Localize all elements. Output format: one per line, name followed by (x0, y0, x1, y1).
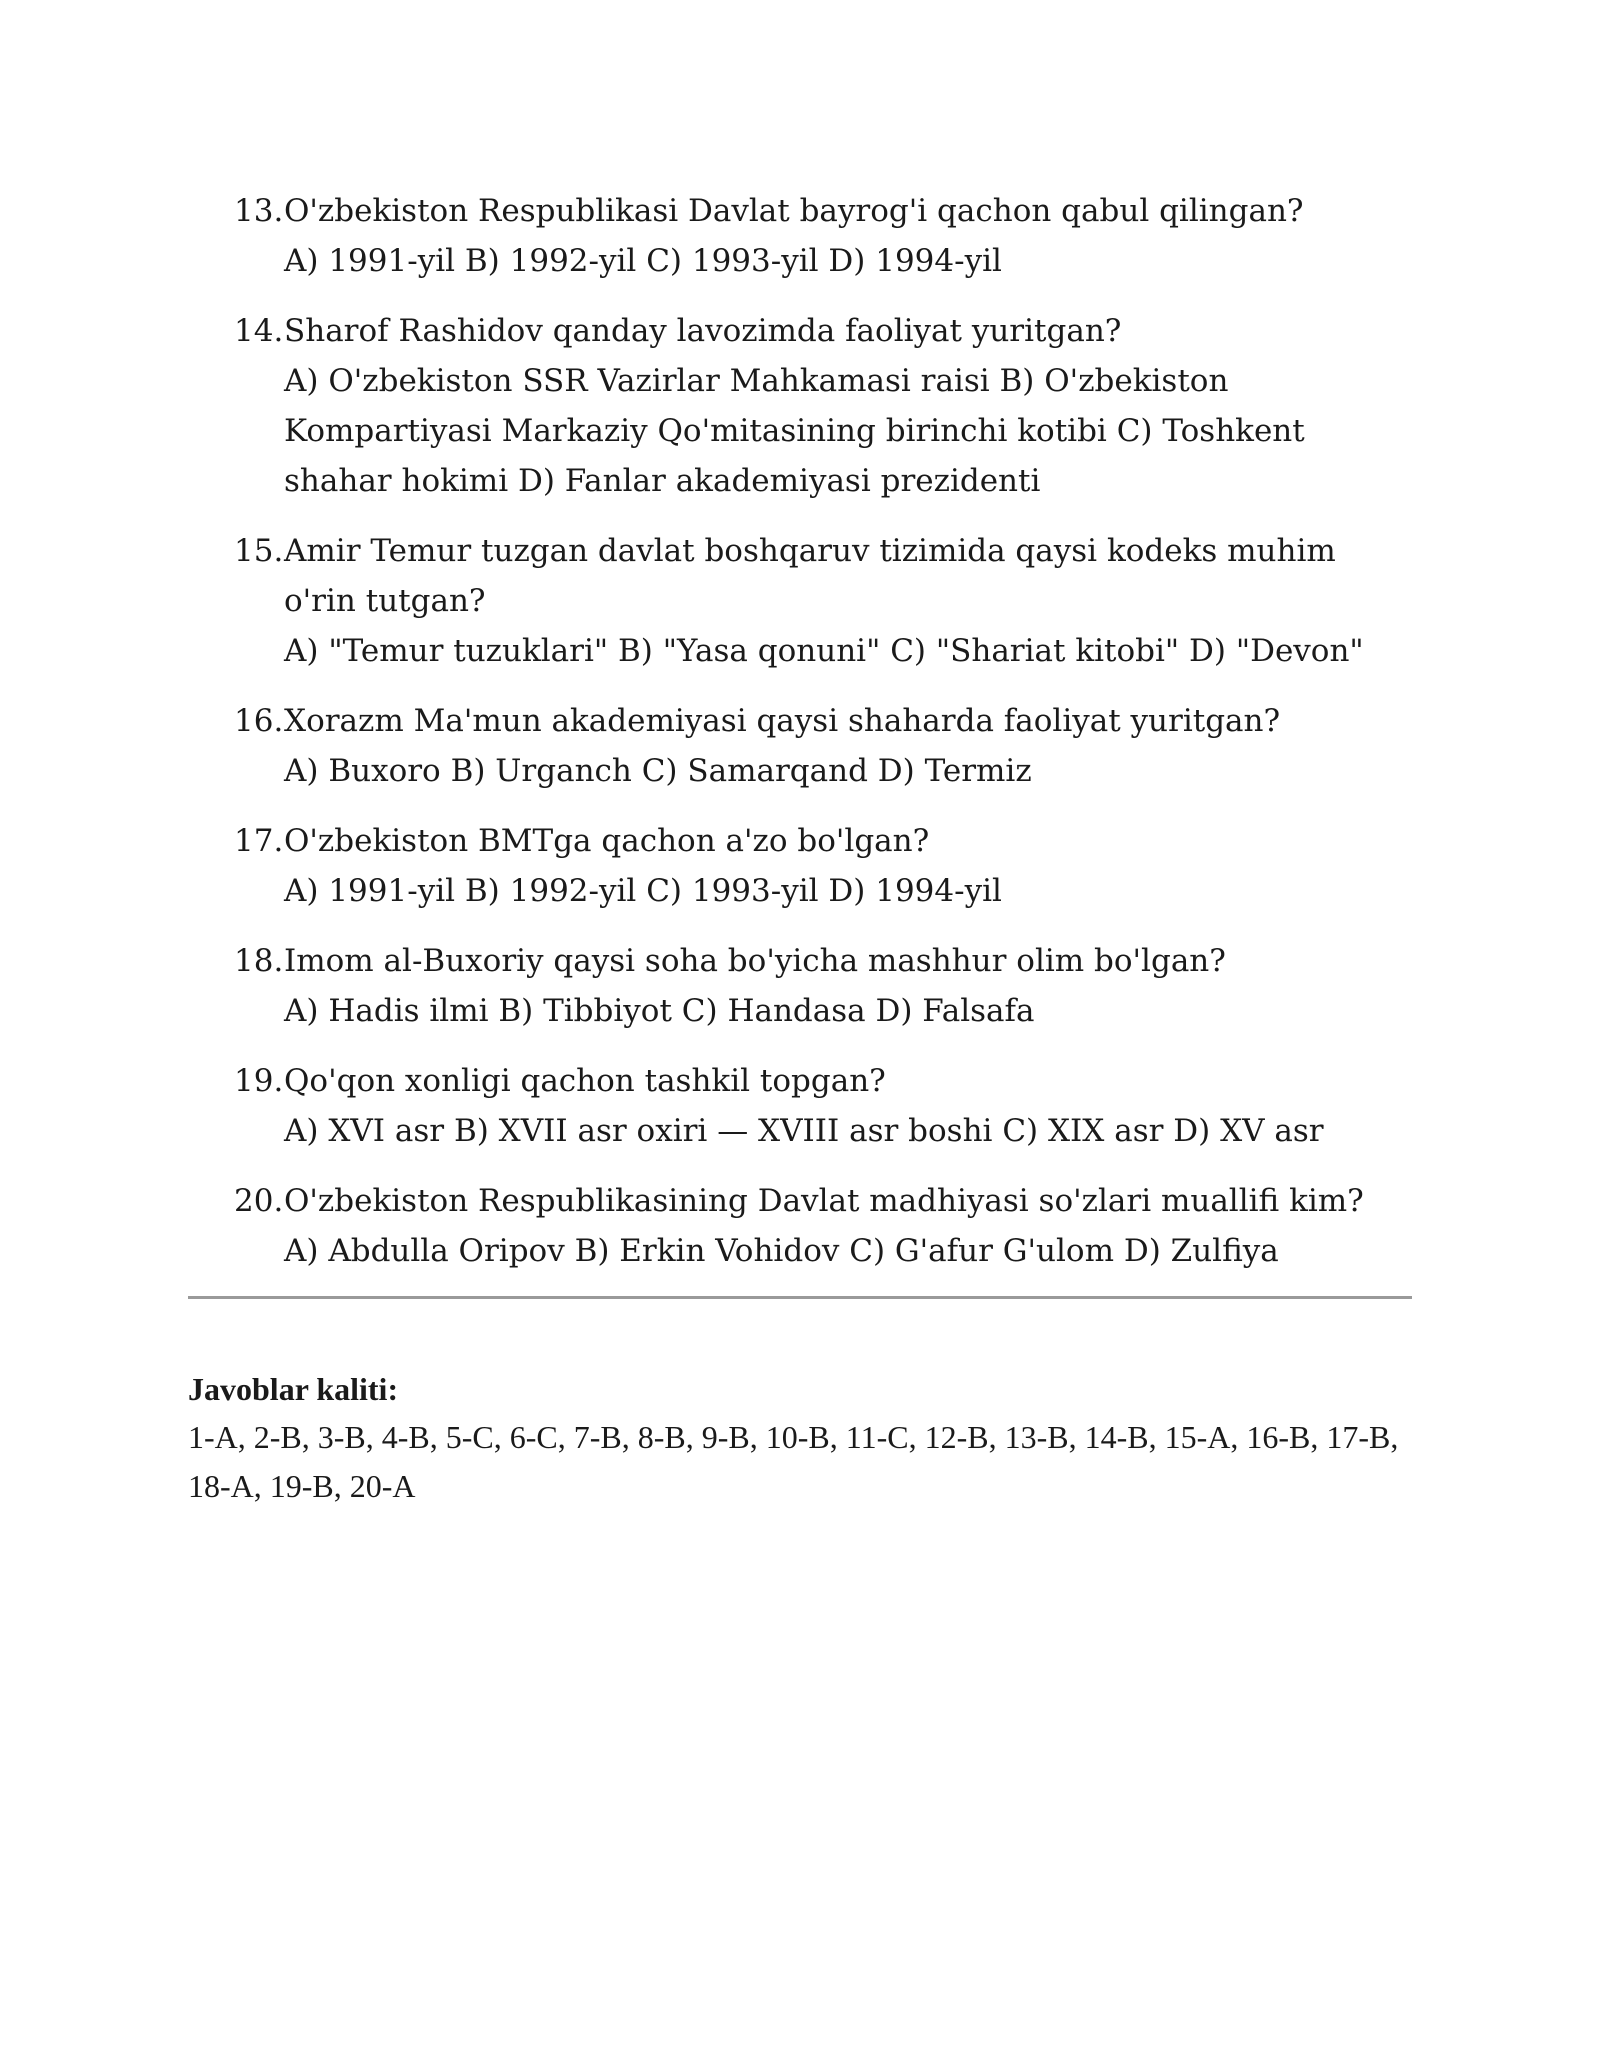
answer-key-section (188, 1365, 1418, 1511)
question-number: 19. (234, 1063, 284, 1099)
question-item (234, 526, 1394, 676)
question-text: Sharof Rashidov qanday lavozimda faoliyat yuritgan? (284, 313, 1122, 349)
question-text: Qo'qon xonligi qachon tashkil topgan? (284, 1063, 886, 1099)
question-item (234, 1176, 1394, 1276)
question-text: O'zbekiston Respublikasi Davlat bayrog'i qachon qabul qilingan? (284, 193, 1304, 229)
question-number: 13. (234, 193, 284, 229)
question-text: O'zbekiston Respublikasining Davlat madhiyasi so'zlari muallifi kim? (284, 1183, 1364, 1219)
question-item (234, 696, 1394, 796)
question-number: 14. (234, 313, 284, 349)
question-body (284, 186, 1394, 286)
question-options: A) Abdulla Oripov B) Erkin Vohidov C) G'afur G'ulom D) Zulfiya (284, 1233, 1279, 1269)
question-body (284, 1176, 1394, 1276)
question-item (234, 1056, 1394, 1156)
question-options: A) Hadis ilmi B) Tibbiyot C) Handasa D) Falsafa (284, 993, 1035, 1029)
question-text: Imom al-Buxoriy qaysi soha bo'yicha mashhur olim bo'lgan? (284, 943, 1226, 979)
question-item (234, 936, 1394, 1036)
question-number: 15. (234, 533, 284, 569)
question-body (284, 816, 1394, 916)
question-number: 20. (234, 1183, 284, 1219)
question-options: A) Buxoro B) Urganch C) Samarqand D) Termiz (284, 753, 1032, 789)
question-number: 17. (234, 823, 284, 859)
question-body (284, 526, 1394, 676)
horizontal-divider (188, 1296, 1412, 1299)
question-options: A) 1991-yil B) 1992-yil C) 1993-yil D) 1994-yil (284, 873, 1002, 909)
answer-key-text: 1-A, 2-B, 3-B, 4-B, 5-C, 6-C, 7-B, 8-B, 9-B, 10-B, 11-C, 12-B, 13-B, 14-B, 15-A, 16-B, 17-B, 18-A, 19-B, 20-A (188, 1419, 1399, 1504)
question-body (284, 696, 1394, 796)
answer-key-title: Javoblar kaliti: (188, 1371, 399, 1407)
question-item (234, 816, 1394, 916)
question-text: Amir Temur tuzgan davlat boshqaruv tizimida qaysi kodeks muhim o'rin tutgan? (284, 533, 1336, 619)
question-number: 16. (234, 703, 284, 739)
question-number: 18. (234, 943, 284, 979)
question-list (234, 186, 1394, 1296)
question-body (284, 1056, 1394, 1156)
question-options: A) 1991-yil B) 1992-yil C) 1993-yil D) 1994-yil (284, 243, 1002, 279)
question-item (234, 186, 1394, 286)
question-body (284, 306, 1394, 506)
question-body (284, 936, 1394, 1036)
question-text: Xorazm Ma'mun akademiyasi qaysi shaharda faoliyat yuritgan? (284, 703, 1281, 739)
question-options: A) O'zbekiston SSR Vazirlar Mahkamasi raisi B) O'zbekiston Kompartiyasi Markaziy Qo'mitasining birinchi kotibi C) Toshkent shahar hokimi D) Fanlar akademiyasi prezidenti (284, 363, 1305, 499)
question-text: O'zbekiston BMTga qachon a'zo bo'lgan? (284, 823, 930, 859)
question-options: A) "Temur tuzuklari" B) "Yasa qonuni" C) "Shariat kitobi" D) "Devon" (284, 633, 1364, 669)
question-options: A) XVI asr B) XVII asr oxiri — XVIII asr boshi C) XIX asr D) XV asr (284, 1113, 1324, 1149)
question-item (234, 306, 1394, 506)
